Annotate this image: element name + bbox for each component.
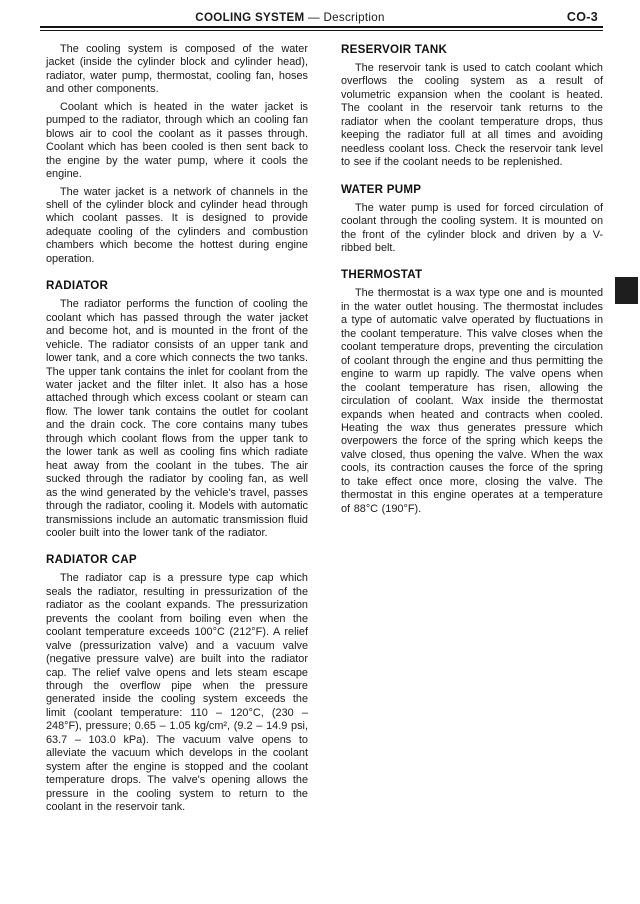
section-paragraph: The radiator cap is a pressure type cap which seals the radiator, resulting in pressurization of the radiator as the coolant expands. The pressurization prevents the coolant from boiling even when the coolant temperature exceeds 100°C (212°F). A relief valve (pressurization valve) and a vacuum valve (negative pressure valve) are built into the radiator cap. The relief valve opens and lets steam escape through the overflow pipe when the pressure generated inside the cooling system exceeds the limit (coolant temperature: 110 – 120°C, (230 – 248°F), pressure; 0.65 – 1.05 kg/cm², (9.2 – 14.9 psi, 63.7 – 103.0 kPa). The vacuum valve opens to alleviate the vacuum which develops in the coolant system after the engine is stopped and the coolant temperature drops. The valve's opening allows the pressure in the cooling system to return to the coolant in the reservoir tank. bbox=[46, 572, 308, 814]
section-paragraph: The thermostat is a wax type one and is mounted in the water outlet housing. The thermostat includes a type of automatic valve operated by fluctuations in the coolant temperature. This valve closes when the coolant temperature drops, preventing the circulation of coolant through the engine and thus permitting the engine to warm up rapidly. The valve opens when the coolant temperature has risen, allowing the circulation of coolant. Wax inside the thermostat expands when heated and contracts when cooled. Heating the wax thus generates pressure which overpowers the force of the spring which keeps the valve closed, thus opening the valve. When the wax cools, its contraction causes the force of the spring to take effect once more, closing the valve. The thermostat in this engine operates at a temperature of 88°C (190°F). bbox=[341, 287, 603, 515]
section-paragraph: The radiator performs the function of cooling the coolant which has passed through the water jacket and become hot, and is mounted in the front of the vehicle. The radiator consists of an upper tank and lower tank, and a core which connects the two tanks. The upper tank contains the inlet for coolant from the water jacket and the filter inlet. It also has a hose attached through which excess coolant or steam can flow. The lower tank contains the outlet for coolant and the drain cock. The core contains many tubes through which coolant flows from the upper tank to the lower tank as well as cooling fins which radiate heat away from the coolant in the tubes. The air sucked through the radiator by cooling fan, as well as the wind generated by the vehicle's travel, passes through the radiator, cooling it. Models with automatic transmissions include an automatic transmission fluid cooler built into the lower tank of the radiator. bbox=[46, 298, 308, 539]
two-column-body bbox=[46, 42, 603, 815]
section-heading-water-pump: WATER PUMP bbox=[341, 182, 422, 196]
section-heading-reservoir-tank: RESERVOIR TANK bbox=[341, 43, 448, 56]
header-rule bbox=[40, 26, 603, 31]
header-subsection-name: Description bbox=[323, 11, 385, 24]
section-paragraph: The water pump is used for forced circulation of coolant through the cooling system. It is mounted on the front of the cylinder block and driven by a V-ribbed belt. bbox=[341, 201, 603, 254]
intro-paragraph: Coolant which is heated in the water jacket is pumped to the radiator, through which an cooling fan blows air to cool the coolant as it passes through. Coolant which has been cooled is then sent back to the engine by the water pump, where it cools the engine. bbox=[46, 100, 308, 181]
section-heading-radiator: RADIATOR bbox=[46, 279, 109, 293]
intro-paragraph: The water jacket is a network of channels in the shell of the cylinder block and cylinder head through which coolant passes. It is designed to provide adequate cooling of the cylinders and combustion chambers which become the hottest during engine operation. bbox=[46, 185, 308, 265]
left-column bbox=[46, 42, 308, 815]
header-section-name: COOLING SYSTEM bbox=[195, 11, 305, 24]
section-heading-thermostat: THERMOSTAT bbox=[341, 268, 423, 282]
right-column bbox=[341, 42, 603, 815]
section-paragraph: The reservoir tank is used to catch coolant which overflows the cooling system as a result of volumetric expansion when the coolant is heated. The coolant in the reservoir tank returns to the radiator when the coolant temperature drops, thus keeping the radiator full at all times and avoiding needless coolant loss. Check the reservoir tank level to see if the coolant needs to be replenished. bbox=[341, 62, 603, 169]
header-dash: — bbox=[308, 11, 320, 24]
section-heading-radiator-cap: RADIATOR CAP bbox=[46, 553, 137, 567]
thumb-index-tab bbox=[615, 277, 638, 304]
page-header-title bbox=[0, 11, 580, 24]
page-number: CO-3 bbox=[566, 10, 598, 24]
intro-paragraph: The cooling system is composed of the water jacket (inside the cylinder block and cylinder head), radiator, water pump, thermostat, cooling fan, hoses and other components. bbox=[46, 43, 308, 96]
